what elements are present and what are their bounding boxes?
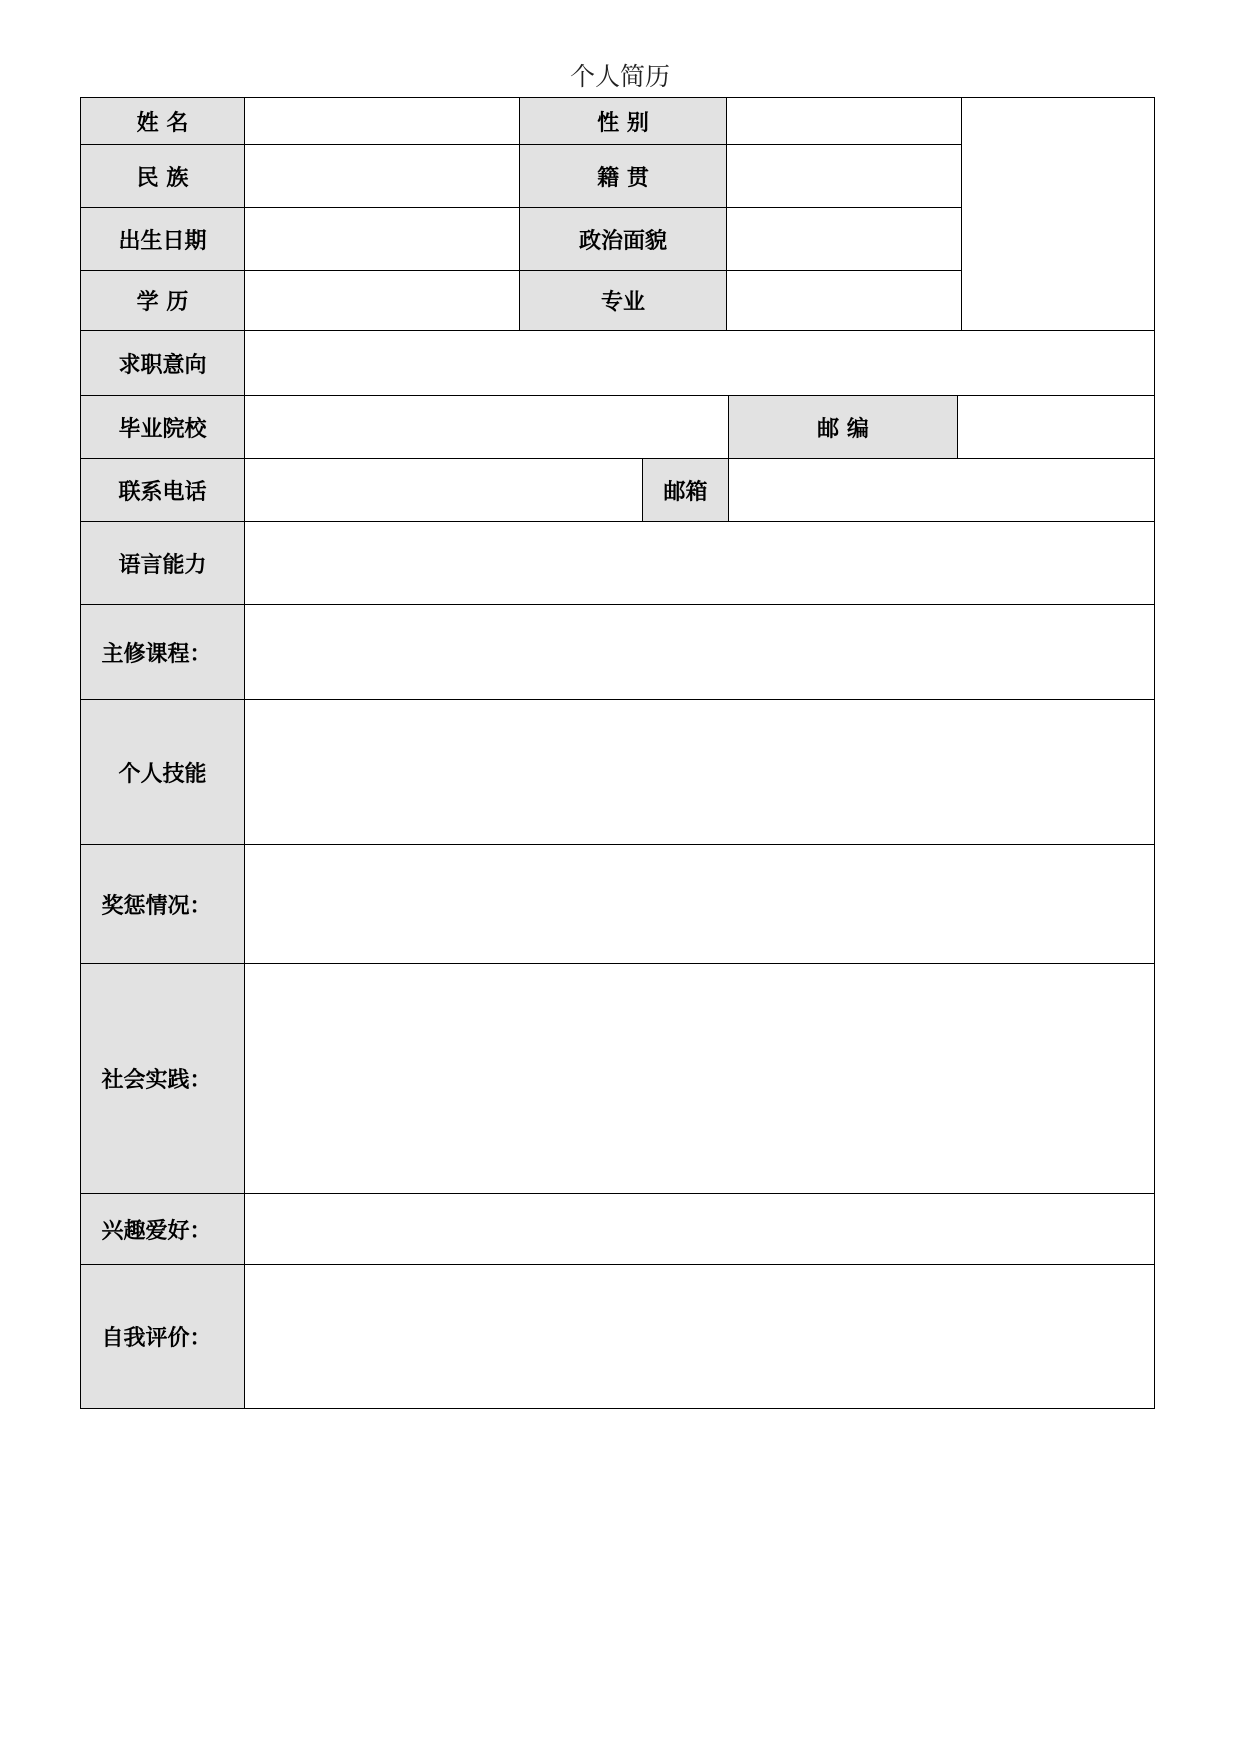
document-title: 个人简历 [569,62,670,91]
field-email[interactable] [728,458,1155,522]
photo-cell[interactable] [961,97,1155,331]
label-native-place [519,144,727,208]
label-hobbies-text: 兴趣爱好： [101,1218,212,1244]
field-school[interactable] [244,395,729,459]
label-skills [80,699,245,845]
label-awards [80,844,245,964]
label-postcode-text: 邮 编 [817,416,869,442]
label-gender [519,97,727,145]
field-birth-date[interactable] [244,207,520,271]
label-phone-text: 联系电话 [118,479,207,505]
field-hobbies[interactable] [244,1193,1155,1265]
field-education[interactable] [244,270,520,331]
label-phone [80,458,245,522]
field-ethnicity[interactable] [244,144,520,208]
field-courses[interactable] [244,604,1155,700]
label-courses [80,604,245,700]
label-language [80,521,245,605]
label-job-intention-text: 求职意向 [118,352,207,378]
label-language-text: 语言能力 [118,552,207,578]
field-social-practice[interactable] [244,963,1155,1194]
field-major[interactable] [726,270,962,331]
label-self-evaluation-text: 自我评价： [101,1326,212,1351]
field-language[interactable] [244,521,1155,605]
label-job-intention [80,330,245,396]
field-job-intention[interactable] [244,330,1155,396]
label-political-status-text: 政治面貌 [578,228,667,254]
label-birth-date [80,207,245,271]
label-education [80,270,245,331]
label-education-text: 学 历 [136,290,189,315]
field-native-place[interactable] [726,144,962,208]
label-social-practice [80,963,245,1194]
label-name-text: 姓 名 [136,110,189,136]
label-birth-date-text: 出生日期 [118,228,207,254]
label-major [519,270,727,331]
label-ethnicity [80,144,245,208]
label-major-text: 专业 [600,290,645,315]
field-postcode[interactable] [957,395,1155,459]
label-email-text: 邮箱 [663,479,708,505]
label-awards-text: 奖惩情况： [101,893,212,919]
label-hobbies [80,1193,245,1265]
field-skills[interactable] [244,699,1155,845]
label-native-place-text: 籍 贯 [597,165,649,191]
label-email [642,458,729,522]
label-social-practice-text: 社会实践： [101,1068,212,1093]
field-political-status[interactable] [726,207,962,271]
label-postcode [728,395,958,459]
field-gender[interactable] [726,97,962,145]
label-political-status [519,207,727,271]
label-name [80,97,245,145]
field-phone[interactable] [244,458,643,522]
label-school-text: 毕业院校 [118,416,207,442]
field-self-evaluation[interactable] [244,1264,1155,1409]
label-courses-text: 主修课程： [101,641,212,667]
label-self-evaluation [80,1264,245,1409]
label-ethnicity-text: 民 族 [136,165,189,191]
label-school [80,395,245,459]
label-gender-text: 性 别 [597,110,649,136]
field-awards[interactable] [244,844,1155,964]
field-name[interactable] [244,97,520,145]
label-skills-text: 个人技能 [118,761,207,787]
